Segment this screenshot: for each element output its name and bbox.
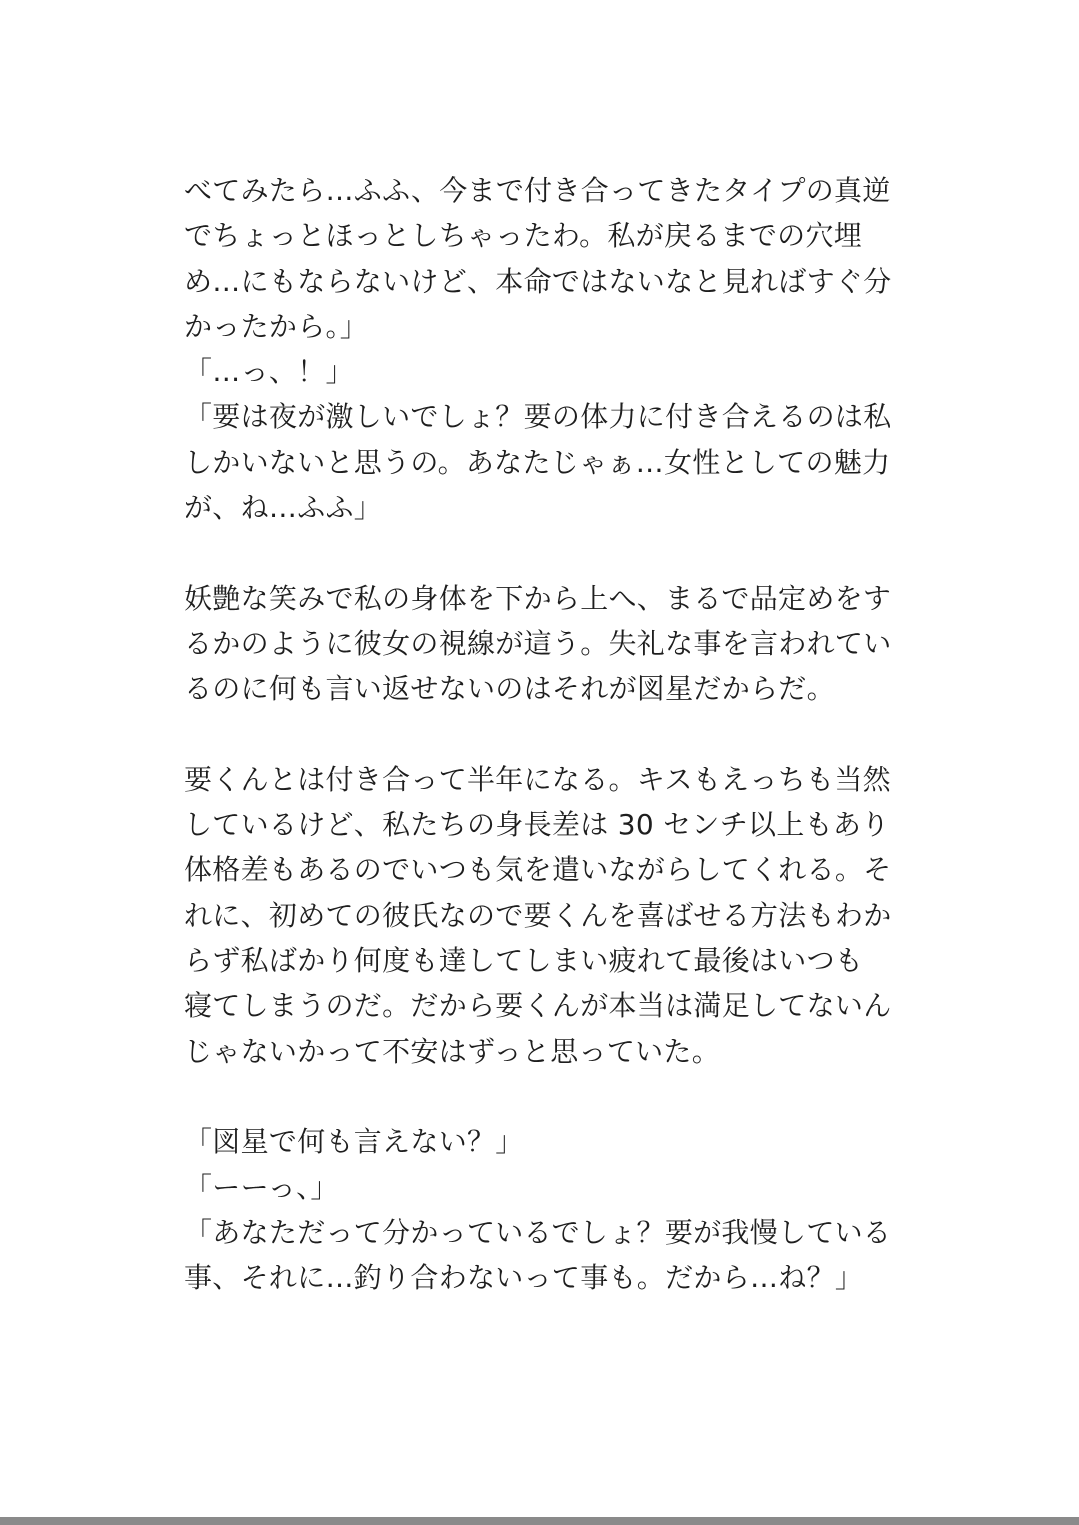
text-line: 体格差もあるのでいつも気を遣いながらしてくれる。そ [184, 853, 892, 887]
text-line: 要くんとは付き合って半年になる。キスもえっちも当然 [184, 762, 891, 796]
text-line: め…にもならないけど、本命ではないなと見ればすぐ分 [184, 264, 892, 298]
blank-line [184, 712, 914, 757]
text-line: るかのように彼女の視線が這う。失礼な事を言われてい [184, 626, 892, 660]
text-line: しているけど、私たちの身長差は 30 センチ以上もあり [184, 808, 890, 842]
body-text [184, 168, 914, 1300]
blank-line [184, 1074, 914, 1119]
text-line: 「あなただって分かっているでしょ？要が我慢している [184, 1215, 892, 1249]
text-line: 寝てしまうのだ。だから要くんが本当は満足してないん [184, 989, 892, 1023]
text-line: れに、初めての彼氏なので要くんを喜ばせる方法もわか [184, 898, 892, 932]
text-line: じゃないかって不安はずっと思っていた。 [184, 1034, 721, 1068]
text-line: 「ーーっ、」 [184, 1170, 339, 1204]
text-line: かったから。」 [184, 309, 369, 343]
text-line: 妖艶な笑みで私の身体を下から上へ、まるで品定めをす [184, 581, 892, 615]
text-line: でちょっとほっとしちゃったわ。私が戻るまでの穴埋 [184, 219, 863, 253]
text-line: べてみたら…ふふ、今まで付き合ってきたタイプの真逆 [184, 174, 891, 207]
blank-line [184, 530, 914, 575]
text-line: 「…っ、！」 [184, 355, 354, 389]
text-line: 「図星で何も言えない？」 [184, 1125, 524, 1159]
text-line: しかいないと思うの。あなたじゃぁ…女性としての魅力 [184, 445, 891, 479]
bottom-scrollbar[interactable] [0, 1517, 1079, 1525]
text-line: るのに何も言い返せないのはそれが図星だからだ。 [184, 672, 835, 706]
text-line: らず私ばかり何度も達してしまい疲れて最後はいつも [184, 944, 864, 978]
text-line: が、ね…ふふ」 [184, 491, 383, 525]
text-line: 「要は夜が激しいでしょ？要の体力に付き合えるのは私 [184, 400, 892, 434]
text-line: 事、それに…釣り合わないって事も。だから…ね？」 [184, 1261, 864, 1295]
